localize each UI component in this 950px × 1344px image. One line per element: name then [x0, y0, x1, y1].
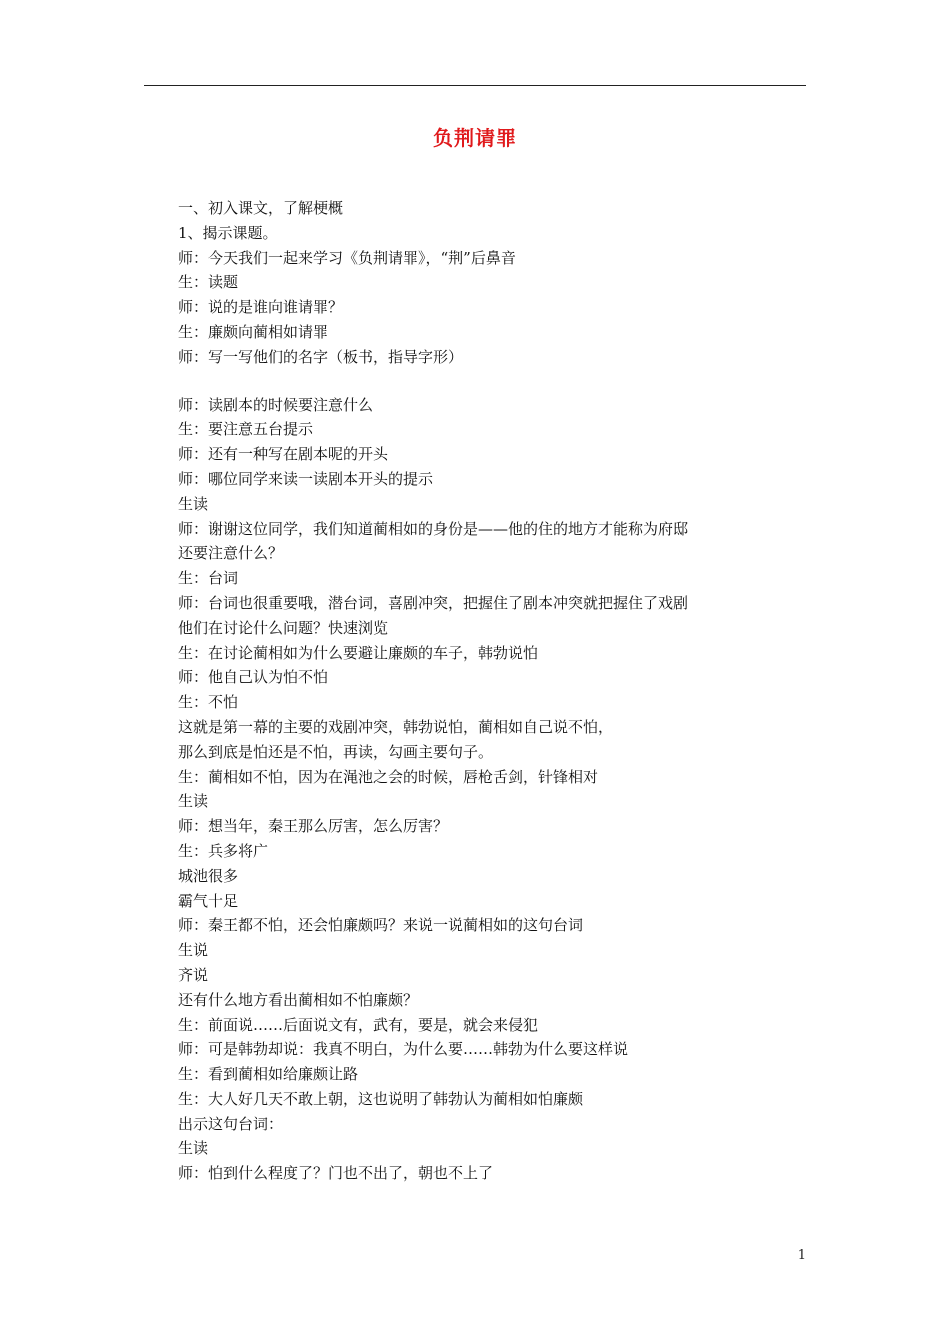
text-line: 师：还有一种写在剧本呢的开头	[178, 445, 389, 464]
text-line: 生：台词	[178, 569, 239, 588]
page-number: 1	[797, 1248, 806, 1263]
text-line: 出示这句台词：	[178, 1114, 284, 1133]
text-line: 师：读剧本的时候要注意什么	[178, 395, 374, 414]
text-line: 师：今天我们一起来学习《负荆请罪》，“荆”后鼻音	[178, 248, 516, 267]
document-title: 负荆请罪	[433, 126, 517, 150]
text-line: 生：要注意五台提示	[178, 420, 314, 439]
text-line: 生：蔺相如不怕，因为在渑池之会的时候，唇枪舌剑，针锋相对	[178, 767, 599, 786]
text-line: 生：看到蔺相如给廉颇让路	[178, 1065, 359, 1084]
text-line: 那么到底是怕还是不怕，再读，勾画主要句子。	[178, 742, 494, 761]
text-line: 师：说的是谁向谁请罪？	[178, 298, 344, 317]
text-line: 生说	[178, 941, 209, 960]
text-line: 生：前面说……后面说文有，武有，要是，就会来侵犯	[178, 1015, 539, 1034]
text-line: 城池很多	[178, 866, 239, 885]
text-line: 还要注意什么？	[178, 544, 284, 563]
text-line: 师：怕到什么程度了？门也不出了，朝也不上了	[178, 1164, 494, 1183]
text-line: 师：哪位同学来读一读剧本开头的提示	[178, 469, 434, 488]
text-line: 师：可是韩勃却说：我真不明白，为什么要……韩勃为什么要这样说	[178, 1040, 629, 1059]
text-line: 生：在讨论蔺相如为什么要避让廉颇的车子，韩勃说怕	[178, 643, 539, 662]
text-line: 生：读题	[178, 273, 239, 292]
text-line: 师：写一写他们的名字（板书，指导字形）	[178, 347, 464, 366]
text-line: 生：兵多将广	[178, 841, 269, 860]
text-line: 师：他自己认为怕不怕	[178, 668, 329, 687]
text-line: 生：大人好几天不敢上朝，这也说明了韩勃认为蔺相如怕廉颇	[178, 1089, 584, 1108]
text-line: 他们在讨论什么问题？快速浏览	[178, 618, 389, 637]
text-line: 1、揭示课题。	[178, 223, 278, 242]
text-line: 生读	[178, 494, 209, 513]
paragraph-gap	[178, 370, 798, 393]
text-line: 师：台词也很重要哦，潜台词，喜剧冲突，把握住了剧本冲突就把握住了戏剧	[178, 593, 689, 612]
text-line: 师：想当年，秦王那么厉害，怎么厉害？	[178, 817, 449, 836]
header-rule	[144, 85, 806, 86]
text-line: 生：廉颇向蔺相如请罪	[178, 322, 329, 341]
text-line: 师：谢谢这位同学，我们知道蔺相如的身份是——他的住的地方才能称为府邸	[178, 519, 689, 538]
text-line: 生：不怕	[178, 693, 239, 712]
text-line: 一、初入课文，了解梗概	[178, 199, 344, 217]
text-line: 生读	[178, 792, 209, 811]
text-line: 师：秦王都不怕，还会怕廉颇吗？来说一说蔺相如的这句台词	[178, 916, 584, 935]
text-line: 霸气十足	[178, 891, 239, 910]
text-line: 生读	[178, 1139, 209, 1158]
text-line: 齐说	[178, 965, 209, 984]
document-body	[178, 196, 798, 1186]
text-line: 这就是第一幕的主要的戏剧冲突，韩勃说怕，蔺相如自己说不怕，	[178, 717, 614, 736]
text-line: 还有什么地方看出蔺相如不怕廉颇？	[178, 990, 419, 1009]
